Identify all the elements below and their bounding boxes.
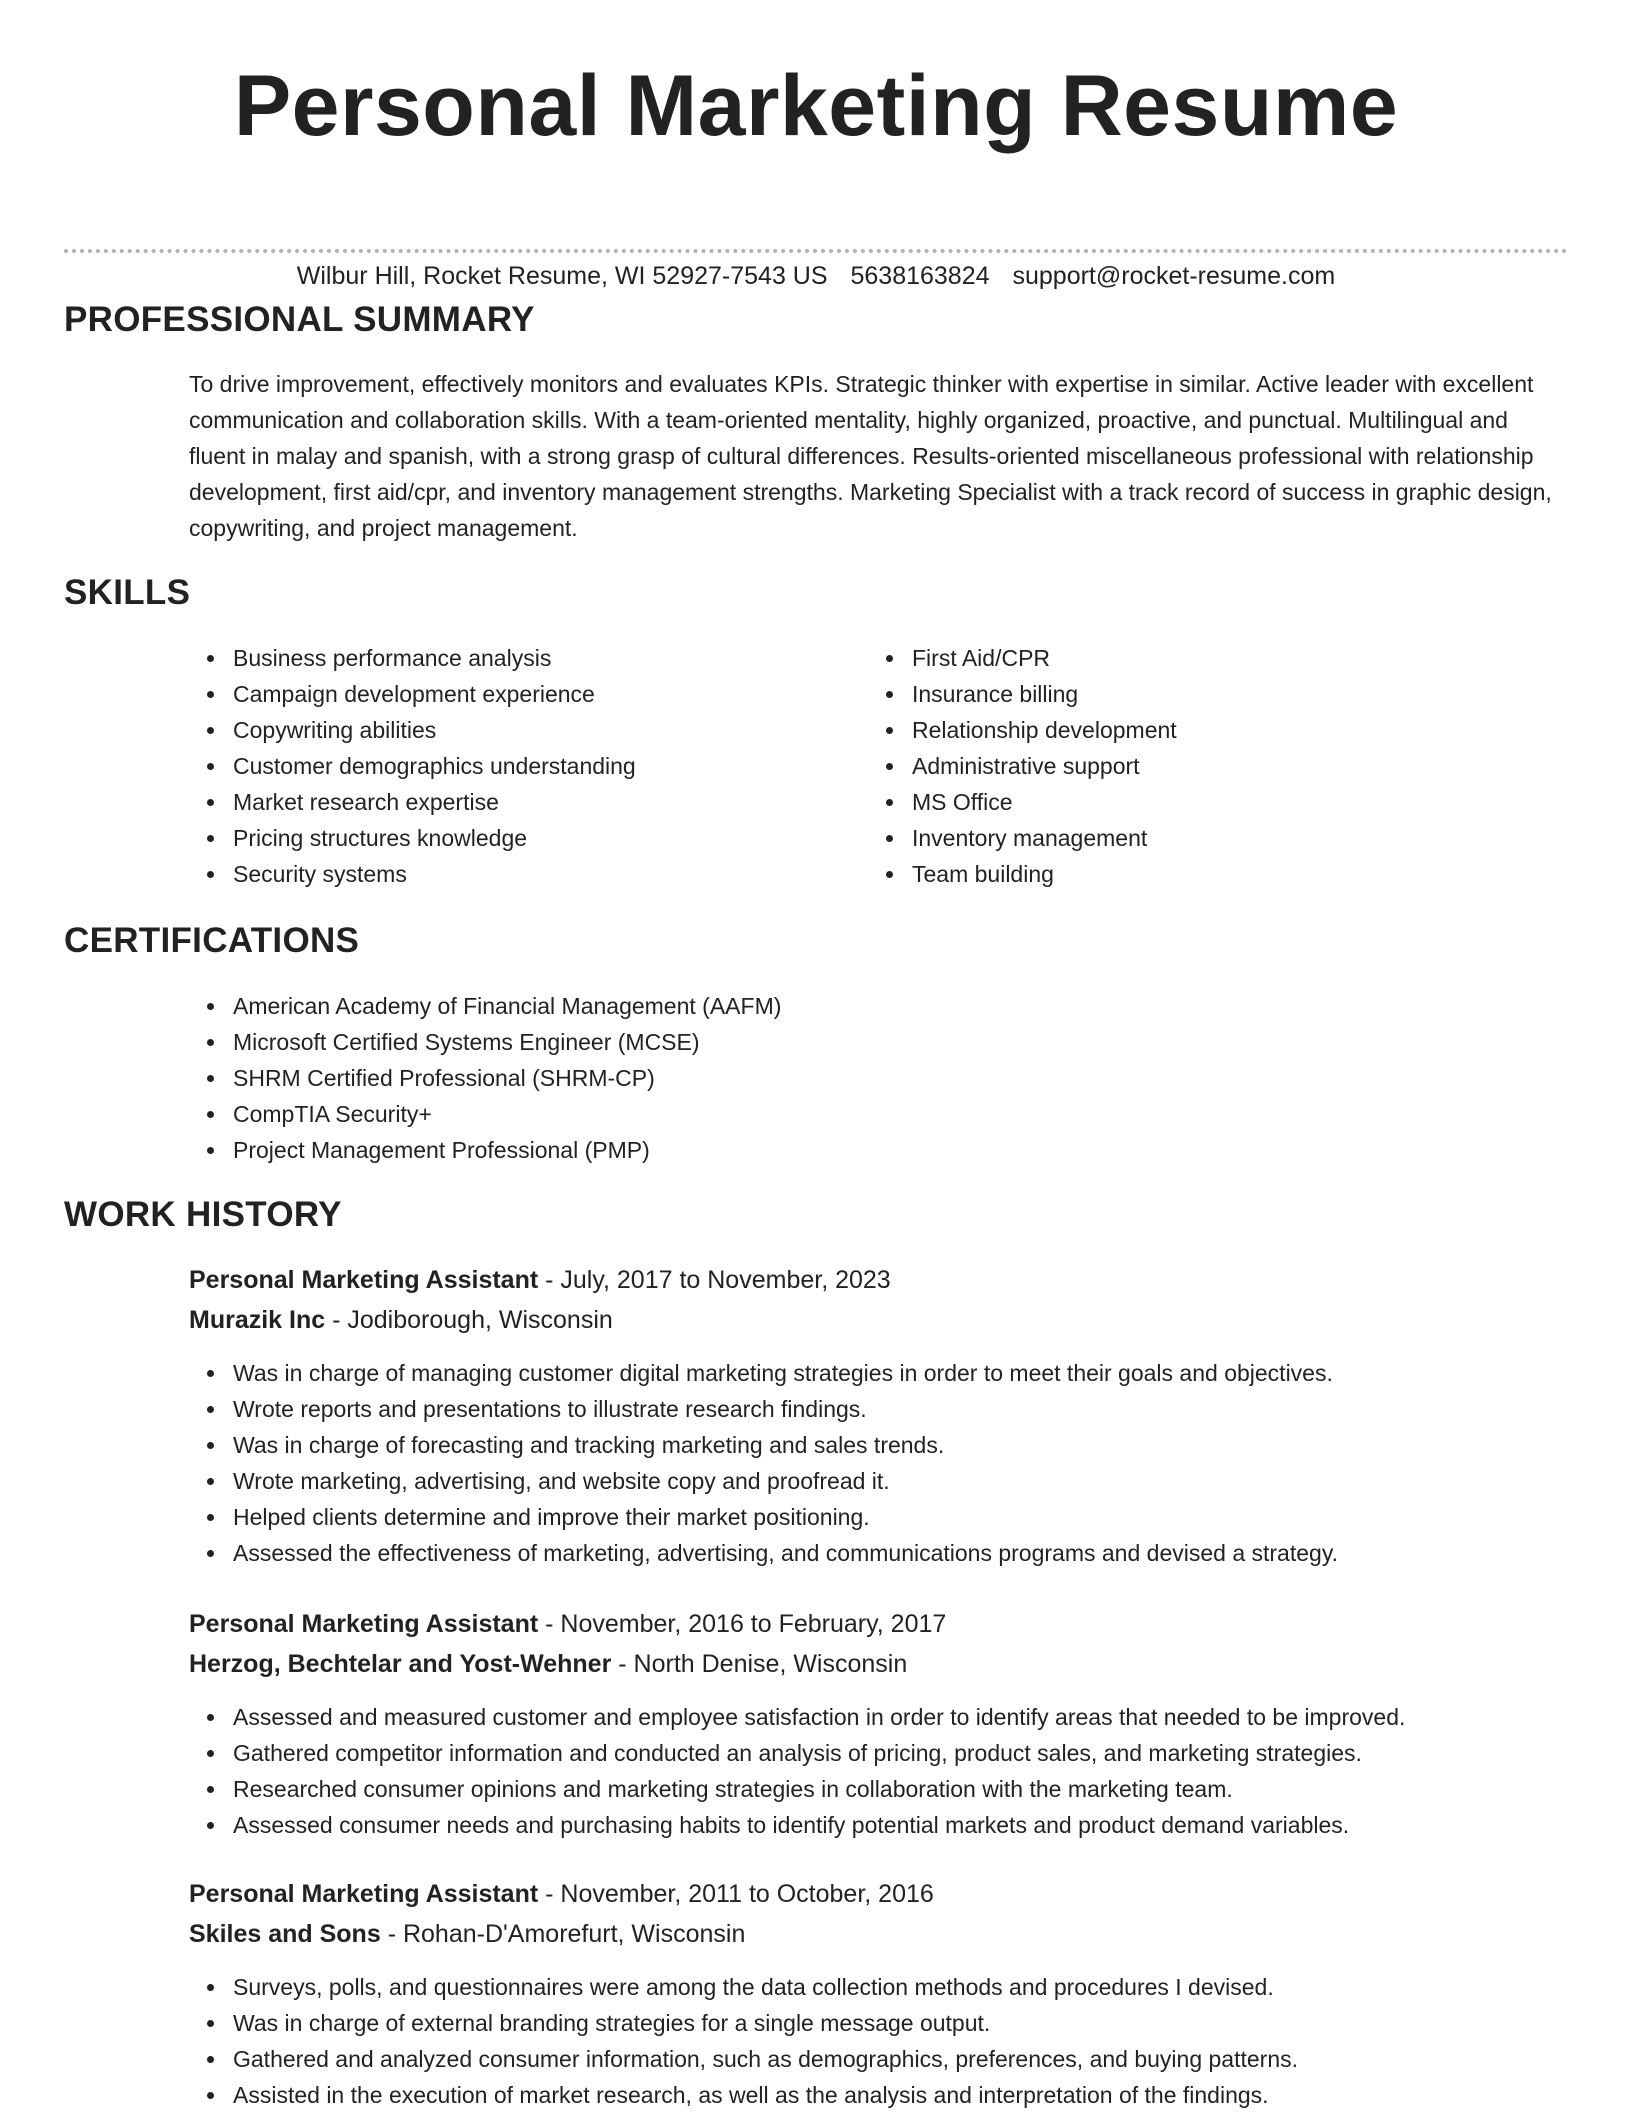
job-bullets [189,1355,1338,1571]
contact-phone: 5638163824 [850,262,990,290]
section-title-work-history: WORK HISTORY [64,1195,342,1234]
job-title-line [189,1264,891,1296]
list-item: Project Management Professional (PMP) [189,1132,781,1168]
skills-list-left [189,640,636,892]
list-item: Assessed consumer needs and purchasing habits to identify potential markets and product demand variables. [189,1807,1405,1843]
job-bullets [189,1969,1298,2113]
section-title-summary: PROFESSIONAL SUMMARY [64,300,535,339]
list-item: Assessed the effectiveness of marketing, advertising, and communications programs and devised a strategy. [189,1535,1338,1571]
section-title-certifications: CERTIFICATIONS [64,921,360,960]
job-location: - Rohan-D'Amorefurt, Wisconsin [380,1920,746,1948]
contact-line [0,260,1632,292]
skills-list-right [868,640,1177,892]
job-company: Skiles and Sons [189,1920,381,1948]
job-bullets [189,1699,1405,1843]
job-dates: - July, 2017 to November, 2023 [538,1266,891,1294]
list-item: American Academy of Financial Management (AAFM) [189,988,781,1024]
list-item: Was in charge of forecasting and tracking marketing and sales trends. [189,1427,1338,1463]
list-item: Gathered and analyzed consumer information, such as demographics, preferences, and buying patterns. [189,2041,1298,2077]
job-role: Personal Marketing Assistant [189,1266,539,1294]
resume-title: Personal Marketing Resume [233,58,1399,154]
job-dates: - November, 2016 to February, 2017 [538,1610,947,1638]
list-item: MS Office [868,784,1177,820]
list-item: Helped clients determine and improve their market positioning. [189,1499,1338,1535]
job-location: - Jodiborough, Wisconsin [325,1306,613,1334]
list-item: Team building [868,856,1177,892]
job-location: - North Denise, Wisconsin [611,1650,908,1678]
list-item: Microsoft Certified Systems Engineer (MCSE) [189,1024,781,1060]
list-item: Insurance billing [868,676,1177,712]
list-item: Wrote marketing, advertising, and website copy and proofread it. [189,1463,1338,1499]
list-item: Researched consumer opinions and marketing strategies in collaboration with the marketing team. [189,1771,1405,1807]
list-item: Assisted in the execution of market research, as well as the analysis and interpretation of the findings. [189,2077,1298,2113]
job-title-line [189,1608,946,1640]
job-company: Murazik Inc [189,1306,326,1334]
header-divider [64,249,1568,253]
job-role: Personal Marketing Assistant [189,1880,539,1908]
list-item: Customer demographics understanding [189,748,636,784]
list-item: CompTIA Security+ [189,1096,781,1132]
section-title-skills: SKILLS [64,573,191,612]
list-item: Administrative support [868,748,1177,784]
summary-text: To drive improvement, effectively monitors and evaluates KPIs. Strategic thinker with expertise in similar. Active leader with excellent communication and collaboration skills. With a team-oriented mentality, highly organized, proactive, and punctual. Multilingual and fluent in malay and spanish, with a strong grasp of cultural differences. Results-oriented miscellaneous professional with relationship development, first aid/cpr, and inventory management strengths. Marketing Specialist with a track record of success in graphic design, copywriting, and project management. [189,371,1552,541]
list-item: Pricing structures knowledge [189,820,636,856]
certifications-list [189,988,781,1168]
list-item: SHRM Certified Professional (SHRM-CP) [189,1060,781,1096]
job-company-line [189,1648,907,1680]
list-item: Assessed and measured customer and employee satisfaction in order to identify areas that needed to be improved. [189,1699,1405,1735]
job-company: Herzog, Bechtelar and Yost-Wehner [189,1650,612,1678]
list-item: Was in charge of external branding strategies for a single message output. [189,2005,1298,2041]
list-item: Relationship development [868,712,1177,748]
list-item: Surveys, polls, and questionnaires were among the data collection methods and procedures I devised. [189,1969,1298,2005]
list-item: Market research expertise [189,784,636,820]
job-role: Personal Marketing Assistant [189,1610,539,1638]
list-item: Security systems [189,856,636,892]
job-title-line [189,1878,934,1910]
list-item: Was in charge of managing customer digital marketing strategies in order to meet their goals and objectives. [189,1355,1338,1391]
list-item: Business performance analysis [189,640,636,676]
contact-address: Wilbur Hill, Rocket Resume, WI 52927-7543 US [296,262,828,290]
contact-email: support@rocket-resume.com [1012,262,1336,290]
job-company-line [189,1918,745,1950]
list-item: Copywriting abilities [189,712,636,748]
list-item: Campaign development experience [189,676,636,712]
list-item: Inventory management [868,820,1177,856]
list-item: Gathered competitor information and conducted an analysis of pricing, product sales, and marketing strategies. [189,1735,1405,1771]
list-item: First Aid/CPR [868,640,1177,676]
job-company-line [189,1304,613,1336]
job-dates: - November, 2011 to October, 2016 [538,1880,934,1908]
list-item: Wrote reports and presentations to illustrate research findings. [189,1391,1338,1427]
